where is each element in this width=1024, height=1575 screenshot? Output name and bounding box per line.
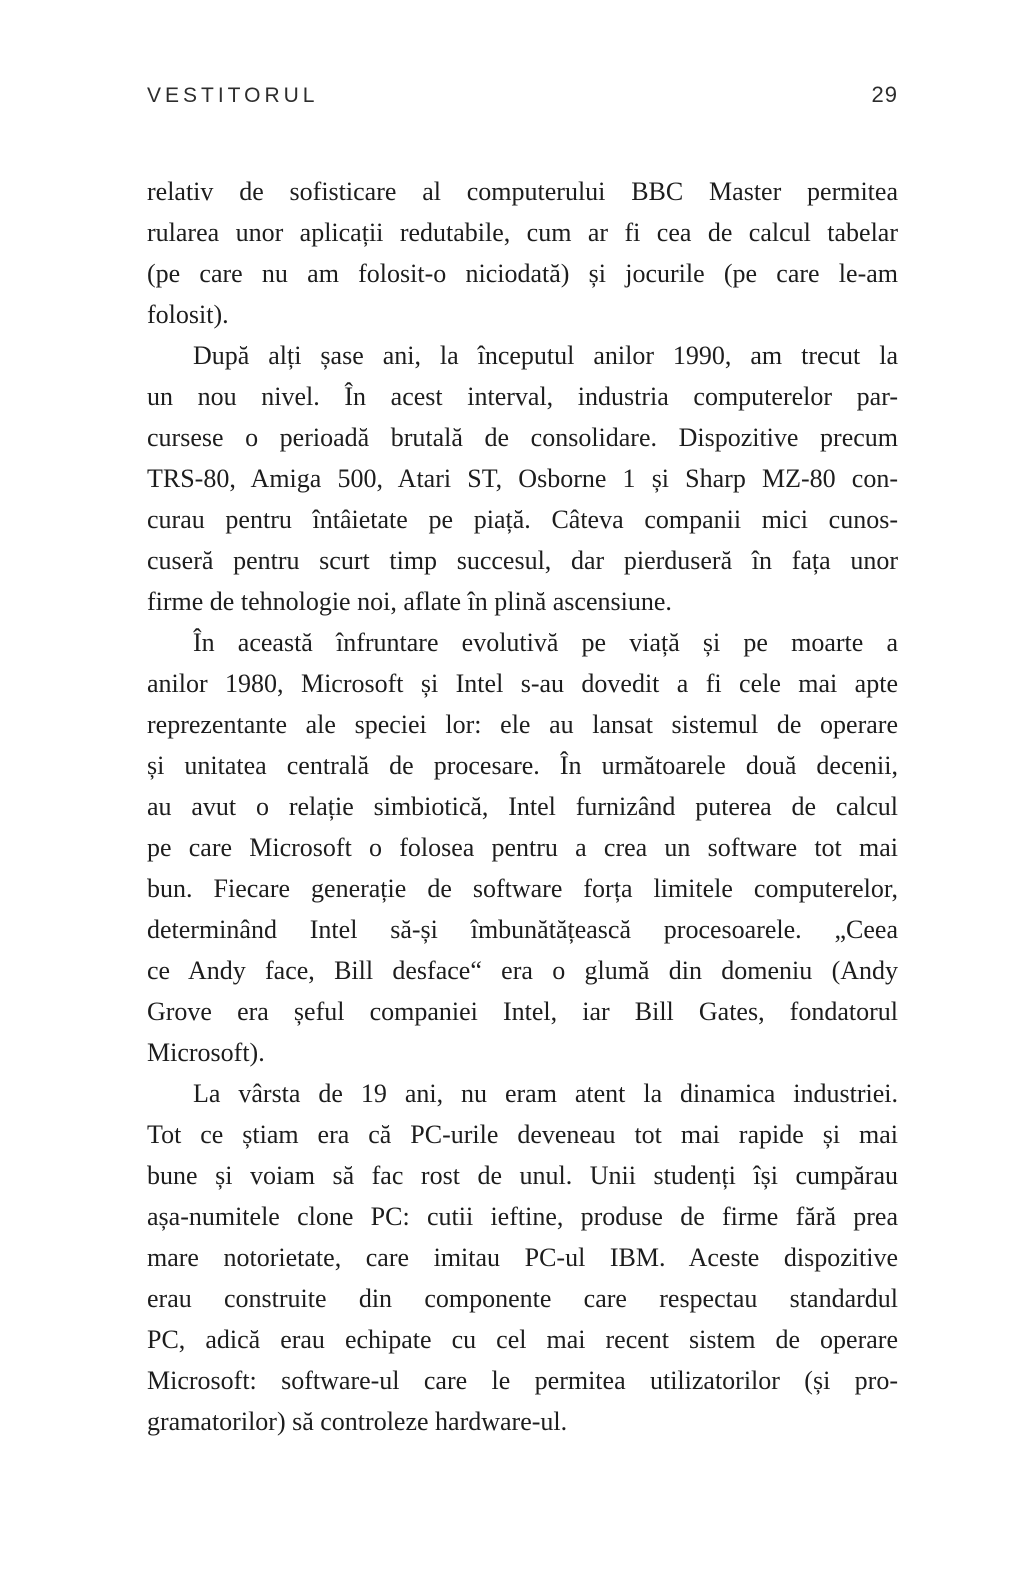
- paragraph: [147, 171, 898, 335]
- text-line: După alți șase ani, la începutul anilor 1990, am trecut la: [193, 341, 898, 370]
- paragraph: [147, 335, 898, 622]
- text-line: ce Andy face, Bill desface“ era o glumă din domeniu (Andy: [147, 956, 898, 985]
- text-line: Grove era șeful companiei Intel, iar Bill Gates, fondatorul: [147, 997, 898, 1026]
- text-line: mare notorietate, care imitau PC-ul IBM. Aceste dispozitive: [147, 1243, 898, 1272]
- text-line: Microsoft: software-ul care le permitea utilizatorilor (și pro-: [147, 1366, 898, 1395]
- text-line: firme de tehnologie noi, aflate în plină ascensiune.: [147, 587, 672, 616]
- text-line: și unitatea centrală de procesare. În următoarele două decenii,: [147, 751, 898, 780]
- text-line: rularea unor aplicații redutabile, cum ar fi cea de calcul tabelar: [147, 218, 898, 247]
- text-line: bun. Fiecare generație de software forța limitele computerelor,: [147, 874, 898, 903]
- text-line: folosit).: [147, 300, 229, 329]
- paragraph: [147, 622, 898, 1073]
- running-header: VESTITORUL: [147, 84, 319, 107]
- text-line: determinând Intel să-și îmbunătățească procesoarele. „Ceea: [147, 915, 898, 944]
- text-line: În această înfruntare evolutivă pe viață și pe moarte a: [193, 628, 898, 657]
- text-line: gramatorilor) să controleze hardware-ul.: [147, 1407, 568, 1436]
- text-line: La vârsta de 19 ani, nu eram atent la dinamica industriei.: [193, 1079, 898, 1108]
- text-line: erau construite din componente care respectau standardul: [147, 1284, 898, 1313]
- text-line: așa-numitele clone PC: cutii ieftine, produse de firme fără prea: [147, 1202, 898, 1231]
- text-line: Microsoft).: [147, 1038, 265, 1067]
- text-line: bune și voiam să fac rost de unul. Unii studenți își cumpărau: [147, 1161, 898, 1190]
- text-line: anilor 1980, Microsoft și Intel s-au dovedit a fi cele mai apte: [147, 669, 898, 698]
- text-line: Tot ce știam era că PC-urile deveneau tot mai rapide și mai: [147, 1120, 898, 1149]
- text-line: au avut o relație simbiotică, Intel furnizând puterea de calcul: [147, 792, 898, 821]
- paragraph: [147, 1073, 898, 1442]
- text-line: pe care Microsoft o folosea pentru a crea un software tot mai: [147, 833, 898, 862]
- text-line: reprezentante ale speciei lor: ele au lansat sistemul de operare: [147, 710, 898, 739]
- text-line: cuseră pentru scurt timp succesul, dar pierduseră în fața unor: [147, 546, 898, 575]
- page-header: [147, 82, 898, 108]
- text-line: TRS-80, Amiga 500, Atari ST, Osborne 1 și Sharp MZ-80 con-: [147, 464, 898, 493]
- body-text: [147, 171, 898, 1442]
- text-line: curau pentru întâietate pe piață. Câteva companii mici cunos-: [147, 505, 898, 534]
- page-number: 29: [871, 82, 898, 107]
- text-line: un nou nivel. În acest interval, industria computerelor par-: [147, 382, 898, 411]
- text-line: (pe care nu am folosit-o niciodată) și jocurile (pe care le-am: [147, 259, 898, 288]
- text-line: cursese o perioadă brutală de consolidare. Dispozitive precum: [147, 423, 898, 452]
- text-line: PC, adică erau echipate cu cel mai recent sistem de operare: [147, 1325, 898, 1354]
- text-line: relativ de sofisticare al computerului BBC Master permitea: [147, 177, 898, 206]
